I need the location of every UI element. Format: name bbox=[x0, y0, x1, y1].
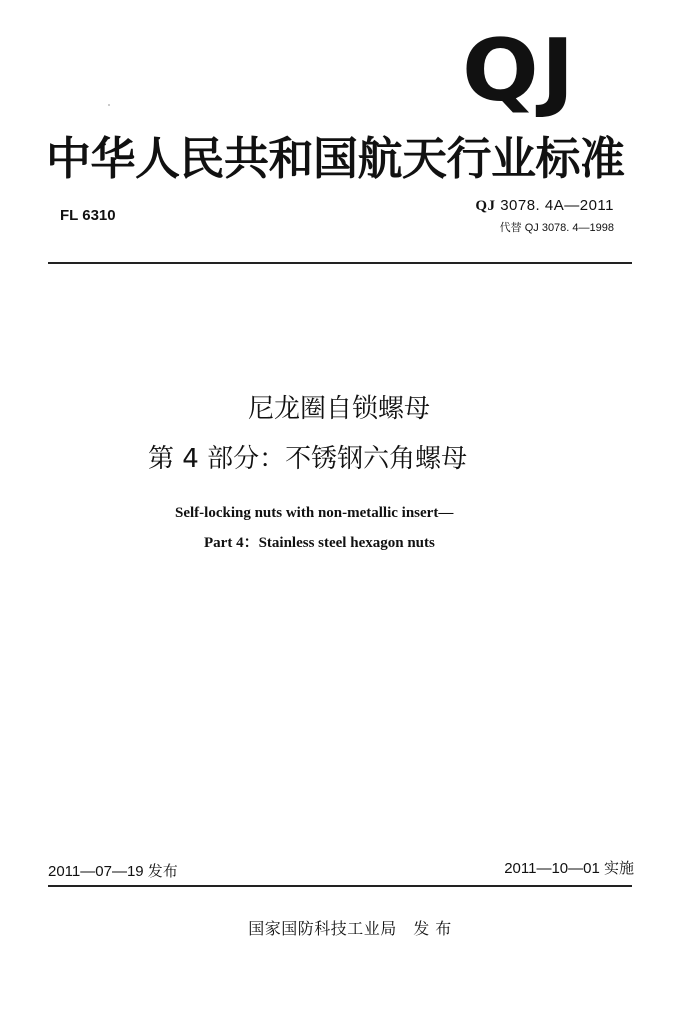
footer-divider bbox=[48, 885, 632, 887]
document-number-value: 3078. 4A—2011 bbox=[500, 197, 614, 214]
title-en-part: Part 4：Stainless steel hexagon nuts bbox=[204, 535, 435, 551]
supersedes-note: 代替 QJ 3078. 4—1998 bbox=[499, 222, 614, 234]
scan-speck bbox=[108, 104, 110, 106]
issue-date: 2011—07—19 发布 bbox=[48, 863, 178, 880]
title-en-main: Self-locking nuts with non-metallic insert— bbox=[175, 505, 454, 521]
implementation-date: 2011—10—01 实施 bbox=[504, 860, 634, 877]
document-number bbox=[475, 197, 614, 215]
header-divider bbox=[48, 262, 632, 264]
publisher: 国家国防科技工业局 发 布 bbox=[248, 919, 452, 938]
qj-logo: QJ bbox=[462, 21, 577, 121]
title-zh-part: 第 4 部分：不锈钢六角螺母 bbox=[148, 444, 468, 474]
standard-category-title: 中华人民共和国航天行业标准 bbox=[46, 132, 625, 185]
classification-code: FL 6310 bbox=[60, 207, 116, 224]
document-number-prefix: QJ bbox=[475, 198, 496, 214]
title-zh-main: 尼龙圈自锁螺母 bbox=[247, 394, 430, 424]
